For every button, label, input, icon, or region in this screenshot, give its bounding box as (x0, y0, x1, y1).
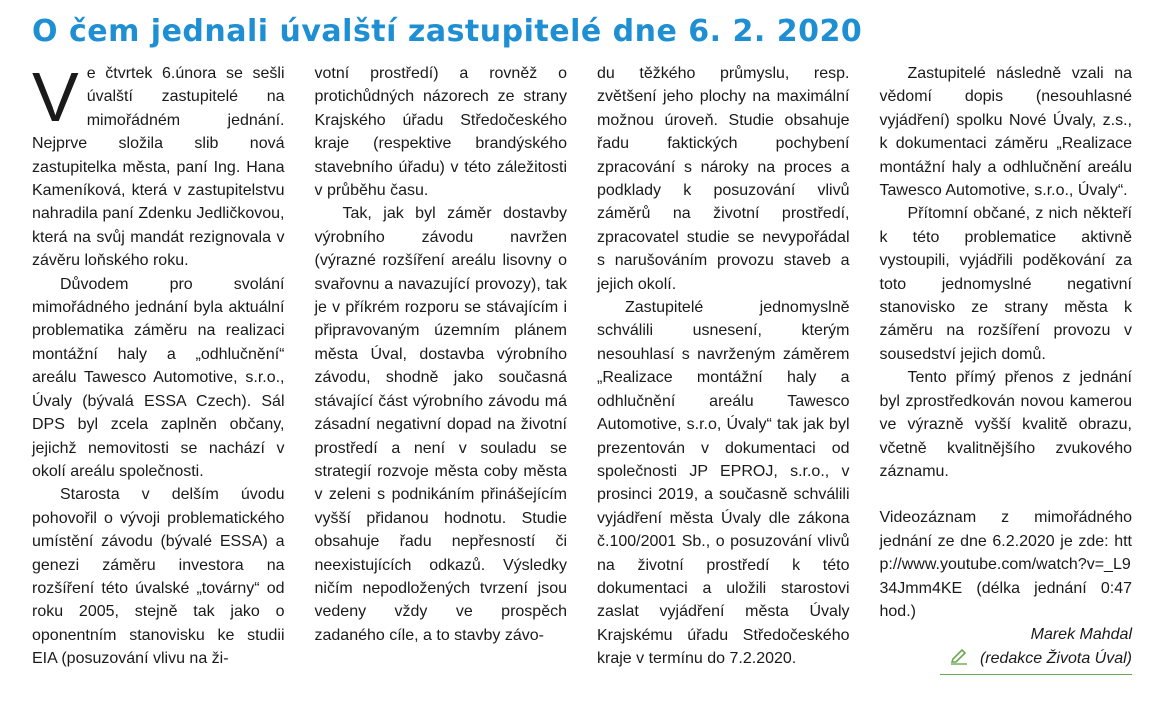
paragraph-letter: Zastupitelé následně vzali na vědomí dopis (nesouhlasné vyjádření) spolku Nové Úvaly, z.s., k dokumentaci záměru „Realizace montážní haly a odhlučnění areálu Tawesco Automotive, s.r.o., Úvaly“. (879, 65, 1132, 200)
signature-editor-line (880, 647, 1133, 670)
column-1 (32, 58, 285, 675)
column-3 (597, 62, 850, 675)
video-link[interactable]: http://www.youtube.com/watch?v=_L934Jmm4KE (879, 532, 1132, 597)
pencil-icon (950, 650, 972, 667)
paragraph-reason: Důvodem pro svolání mimořádného jednání byla aktuální problematika záměru na realizaci montážní haly a „odhlučnění“ areálu Tawesco Automotive, s.r.o., Úvaly (bývalá ESSA Czech). Sál DPS byl zcela zaplněn občany, jejichž nemovitosti se nachází v okolí areálu společnosti. (32, 275, 285, 480)
article-headline: O čem jednali úvalští zastupitelé dne 6. 2. 2020 (32, 14, 863, 49)
paragraph-continuation: votní prostředí) a rovněž o protichůdných názorech ze strany Krajského úřadu Středočeského kraje (respektive brandýského stavebního úřadu) v této záležitosti v průběhu času. (314, 65, 567, 200)
video-duration: (délka jednání 0:47 hod.) (879, 579, 1132, 620)
signature-author: Marek Mahdal (1030, 626, 1132, 644)
paragraph-resolution: Zastupitelé jednomyslně schválili usnesení, kterým nesouhlasí s navrženým záměrem „Realizace montážní haly a odhlučnění areálu Tawesco Automotive, s.r.o, Úvaly“ tak jak byl prezentován v dokumentaci od společnosti JP EPROJ, s.r.o., v prosinci 2019, a současně schválili vyjádření města Úvaly dle zákona č.100/2001 Sb., o posuzování vlivů na životní prostředí k této dokumentaci a uložili starostovi zaslat vyjádření města Úvaly Krajskému úřadu Středočeského kraje v termínu do 7.2.2020. (597, 299, 850, 668)
column-2 (315, 62, 568, 675)
drop-cap: V (32, 58, 79, 136)
signature (880, 623, 1133, 675)
video-intro: Videozáznam z mimořádného jednání ze dne 6.2.2020 je zde: (879, 509, 1132, 550)
paragraph-citizens: Přítomní občané, z nich někteří k této problematice aktivně vystoupili, vyjádřili poděkování za toto jednomyslné negativní stanovisko ze strany města k záměru na rozšíření provozu v sousedství jejich domů. (879, 205, 1132, 363)
article-columns (32, 58, 1132, 675)
column-4 (880, 62, 1133, 675)
signature-editor: (redakce Života Úval) (979, 649, 1132, 667)
intro-text: e čtvrtek 6.února se sešli úvalští zastupitelé na mimořádném jednání. Nejprve složila slib nová zastupitelka města, paní Ing. Hana Kameníková, která v zastupitelstvu nahradila paní Zdenku Jedličkovou, která na svůj mandát rezignovala v závěru loňského roku. (32, 65, 285, 270)
signature-underline (940, 674, 1133, 675)
paragraph-intro (32, 58, 285, 273)
paragraph-plan: Tak, jak byl záměr dostavby výrobního závodu navržen (výrazné rozšíření areálu lisovny o svařovnu a navazující provozy), tak je v příkrém rozporu se stávajícím i připravovaným územním plánem města Úval, dostavba výrobního závodu, shodně jako současná stávající část výrobního závodu má zásadní negativní dopad na životní prostředí a není v souladu se strategií rozvoje města coby města v zeleni s podnikáním přinášejícím vyšší přidanou hodnotu. Studie obsahuje řadu nepřesností či neexistujících odkazů. Výsledky ničím nepodložených tvrzení jsou vedeny vždy ve prospěch zadaného cíle, a to stavby závo- (314, 205, 567, 644)
paragraph-study: du těžkého průmyslu, resp. zvětšení jeho plochy na maximální možnou úroveň. Studie obsahuje řadu faktických pochybení zpracování s nároky na proces a podklady k posuzování vlivů záměrů na životní prostředí, zpracovatel studie se nevypořádal s narušováním provozu staveb a jejich okolí. (597, 65, 850, 293)
paragraph-broadcast: Tento přímý přenos z jednání byl zprostředkován novou kamerou ve výrazně vyšší kvalitě obrazu, včetně kvalitnějšího zvukového záznamu. (879, 369, 1132, 480)
paragraph-mayor: Starosta v delším úvodu pohovořil o vývoji problematického umístění závodu (bývalé ESSA) a genezi záměru investora na rozšíření této úvalské „továrny“ od roku 2005, stejně tak jako o oponentním stanovisku ke studii EIA (posuzování vlivu na ži- (32, 486, 285, 668)
video-note (880, 506, 1133, 623)
